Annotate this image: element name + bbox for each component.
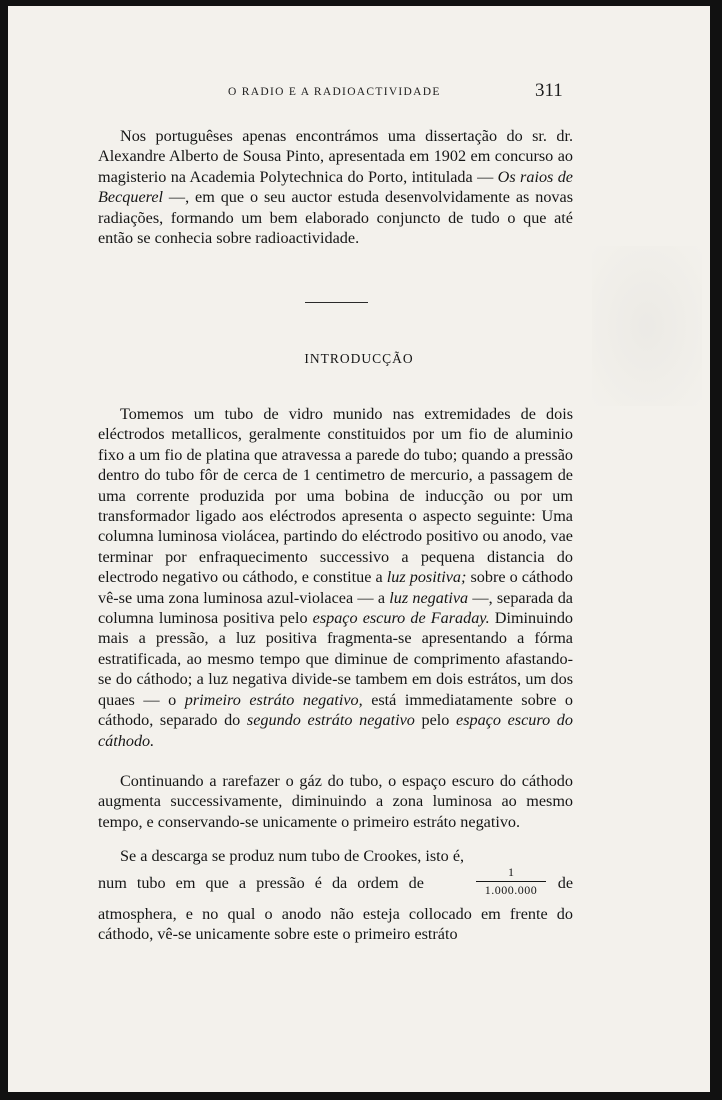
p2-text-c: —, separada da columna luminosa positiva pelo bbox=[98, 588, 573, 628]
p2-text-f: pelo bbox=[414, 711, 457, 730]
p2-text-a: Tomemos um tubo de vidro munido nas extremidades de dois eléctrodos metallicos, geralmente constituidos por um fio de aluminio fixo a um fio de platina que atravessa a parede do tubo; quando a pressão dentro do tubo fôr de cerca de 1 centimetro de mercurio, a passagem de uma corrente produzida por uma bobina de inducção ou por um transformador ligado aos eléctrodos apresenta o aspecto seguinte: Uma columna luminosa violácea, partindo do eléctrodo positivo ou anodo, vae terminar por enfraquecimento successivo a pequena distancia do electrodo negativo ou cáthodo, e constitue a bbox=[98, 405, 573, 587]
term-espaco-faraday: espaço escuro de Faraday. bbox=[312, 609, 490, 628]
fraction-line-text: num tubo em que a pressão é da ordem de bbox=[98, 874, 424, 892]
fraction-line-after: de bbox=[557, 874, 573, 892]
pressure-fraction bbox=[476, 866, 546, 897]
body-paragraph-3-start: Se a descarga se produz num tubo de Crookes, isto é, bbox=[120, 847, 465, 865]
section-heading: INTRODUCÇÃO bbox=[304, 351, 414, 366]
paper-show-through bbox=[592, 246, 702, 406]
section-divider bbox=[305, 302, 368, 303]
intro-text-a: Nos portuguêses apenas encontrámos uma dissertação do sr. dr. Alexandre Alberto de Sousa Pinto, apresentada em 1902 em concurso ao magisterio na Academia Polytechnica do Porto, intitulada — bbox=[98, 127, 573, 186]
term-luz-positiva: luz positiva; bbox=[386, 568, 467, 587]
term-espaco-cathodo: espaço escuro do cáthodo. bbox=[98, 711, 573, 750]
intro-text-end: —, em que o seu auctor estuda desenvolvidamente as novas radiações, formando um bem elaborado conjuncto de tudo o que até então se conhecia sobre radioactividade. bbox=[98, 188, 573, 248]
term-luz-negativa: luz negativa bbox=[389, 588, 469, 607]
intro-paragraph bbox=[98, 126, 573, 248]
term-segundo-estrato: segundo estráto negativo bbox=[246, 711, 415, 730]
intro-book-title: Os raios de Becquerel bbox=[98, 167, 573, 207]
p2-text-b: sobre o cáthodo vê-se uma zona luminosa azul-violacea — a bbox=[98, 568, 574, 607]
page-number: 311 bbox=[535, 80, 563, 101]
body-paragraph-3-end: atmosphera, e no qual o anodo não esteja collocado em frente do cáthodo, vê-se unicamente sobre este o primeiro estráto bbox=[98, 905, 573, 944]
fraction-line bbox=[98, 866, 573, 906]
term-primeiro-estrato: primeiro estráto negativo, bbox=[184, 690, 363, 709]
body-paragraph-1 bbox=[98, 404, 573, 751]
fraction-numerator: 1 bbox=[508, 865, 514, 879]
book-page bbox=[8, 6, 710, 1092]
fraction-denominator: 1.000.000 bbox=[484, 883, 538, 897]
p2-text-d: Diminuindo mais a pressão, a luz positiva fragmenta-se apresentando a fórma estratificada, ao mesmo tempo que diminue de comprimento afastando-se do cáthodo; a luz negativa divide-se tambem em dois estrátos, um dos quaes — o bbox=[98, 609, 574, 709]
p2-text-e: está immediatamente sobre o cáthodo, separado do bbox=[98, 690, 574, 730]
body-paragraph-2: Continuando a rarefazer o gáz do tubo, o espaço escuro do cáthodo augmenta successivamente, diminuindo a zona luminosa ao mesmo tempo, e conservando-se unicamente o primeiro estráto negativo. bbox=[98, 772, 573, 831]
running-title: O RADIO E A RADIOACTIVIDADE bbox=[228, 86, 441, 98]
fraction-bar bbox=[476, 881, 546, 882]
